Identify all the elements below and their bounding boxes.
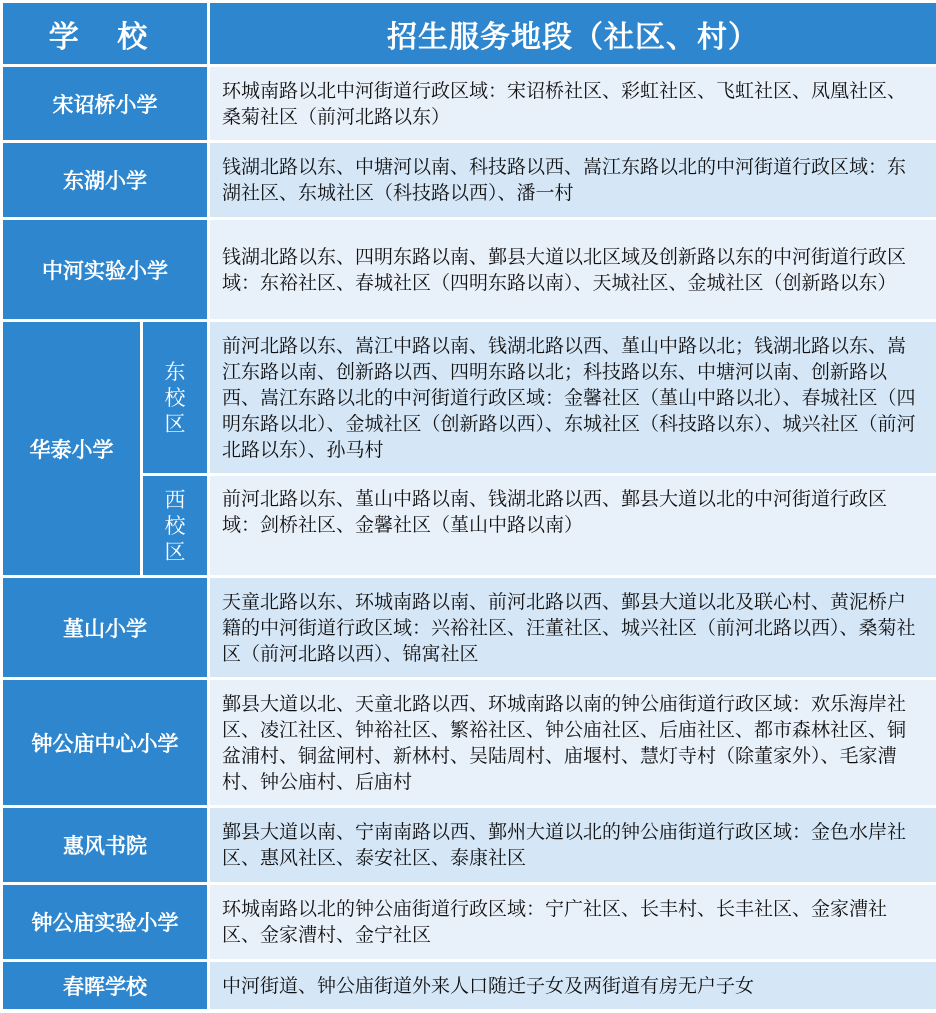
school-name: 堇山小学 [2,577,209,679]
school-name: 惠风书院 [2,807,209,884]
area-text: 钱湖北路以东、中塘河以南、科技路以西、嵩江东路以北的中河街道行政区域：东湖社区、东城社区（科技路以西）、潘一村 [209,142,936,219]
area-text: 前河北路以东、堇山中路以南、钱湖北路以西、鄞县大道以北的中河街道行政区域：剑桥社区、金馨社区（堇山中路以南） [209,475,936,577]
area-text: 中河街道、钟公庙街道外来人口随迁子女及两街道有房无户子女 [209,961,936,1011]
school-name: 钟公庙实验小学 [2,884,209,961]
campus-west-label: 西 校 区 [142,475,209,577]
table-row [2,142,936,219]
area-text: 鄞县大道以南、宁南南路以西、鄞州大道以北的钟公庙街道行政区域：金色水岸社区、惠风社区、泰安社区、泰康社区 [209,807,936,884]
table-row [2,679,936,807]
area-text: 前河北路以东、嵩江中路以南、钱湖北路以西、堇山中路以北；钱湖北路以东、嵩江东路以南、创新路以西、四明东路以北；科技路以东、中塘河以南、创新路以西、嵩江东路以北的中河街道行政区域：金馨社区（堇山中路以北）、春城社区（四明东路以北）、金城社区（创新路以西）、东城社区（科技路以东）、城兴社区（前河北路以东）、孙马村 [209,321,936,475]
school-name: 东湖小学 [2,142,209,219]
table-row [2,66,936,142]
header-area: 招生服务地段（社区、村） [209,2,936,66]
table-row [2,961,936,1011]
area-text: 环城南路以北中河街道行政区域：宋诏桥社区、彩虹社区、飞虹社区、凤凰社区、桑菊社区（前河北路以东） [209,66,936,142]
table-row [2,577,936,679]
table-row [2,475,936,577]
area-text: 环城南路以北的钟公庙街道行政区域：宁广社区、长丰村、长丰社区、金家漕社区、金家漕村、金宁社区 [209,884,936,961]
area-text: 鄞县大道以北、天童北路以西、环城南路以南的钟公庙街道行政区域：欢乐海岸社区、凌江社区、钟裕社区、繁裕社区、钟公庙社区、后庙社区、都市森林社区、铜盆浦村、铜盆闸村、新林村、吴陆周村、庙堰村、慧灯寺村（除董家外）、毛家漕村、钟公庙村、后庙村 [209,679,936,807]
table-row [2,807,936,884]
school-name: 钟公庙中心小学 [2,679,209,807]
area-text: 天童北路以东、环城南路以南、前河北路以西、鄞县大道以北及联心村、黄泥桥户籍的中河街道行政区域：兴裕社区、汪董社区、城兴社区（前河北路以西）、桑菊社区（前河北路以西）、锦寓社区 [209,577,936,679]
table-row [2,884,936,961]
campus-east-label: 东 校 区 [142,321,209,475]
school-name: 华泰小学 [2,321,142,577]
table-header-row [2,2,936,66]
table-row [2,219,936,321]
area-text: 钱湖北路以东、四明东路以南、鄞县大道以北区域及创新路以东的中河街道行政区域：东裕社区、春城社区（四明东路以南）、天城社区、金城社区（创新路以东） [209,219,936,321]
school-name: 中河实验小学 [2,219,209,321]
school-name: 春晖学校 [2,961,209,1011]
school-name: 宋诏桥小学 [2,66,209,142]
header-school: 学 校 [2,2,209,66]
table-row [2,321,936,475]
